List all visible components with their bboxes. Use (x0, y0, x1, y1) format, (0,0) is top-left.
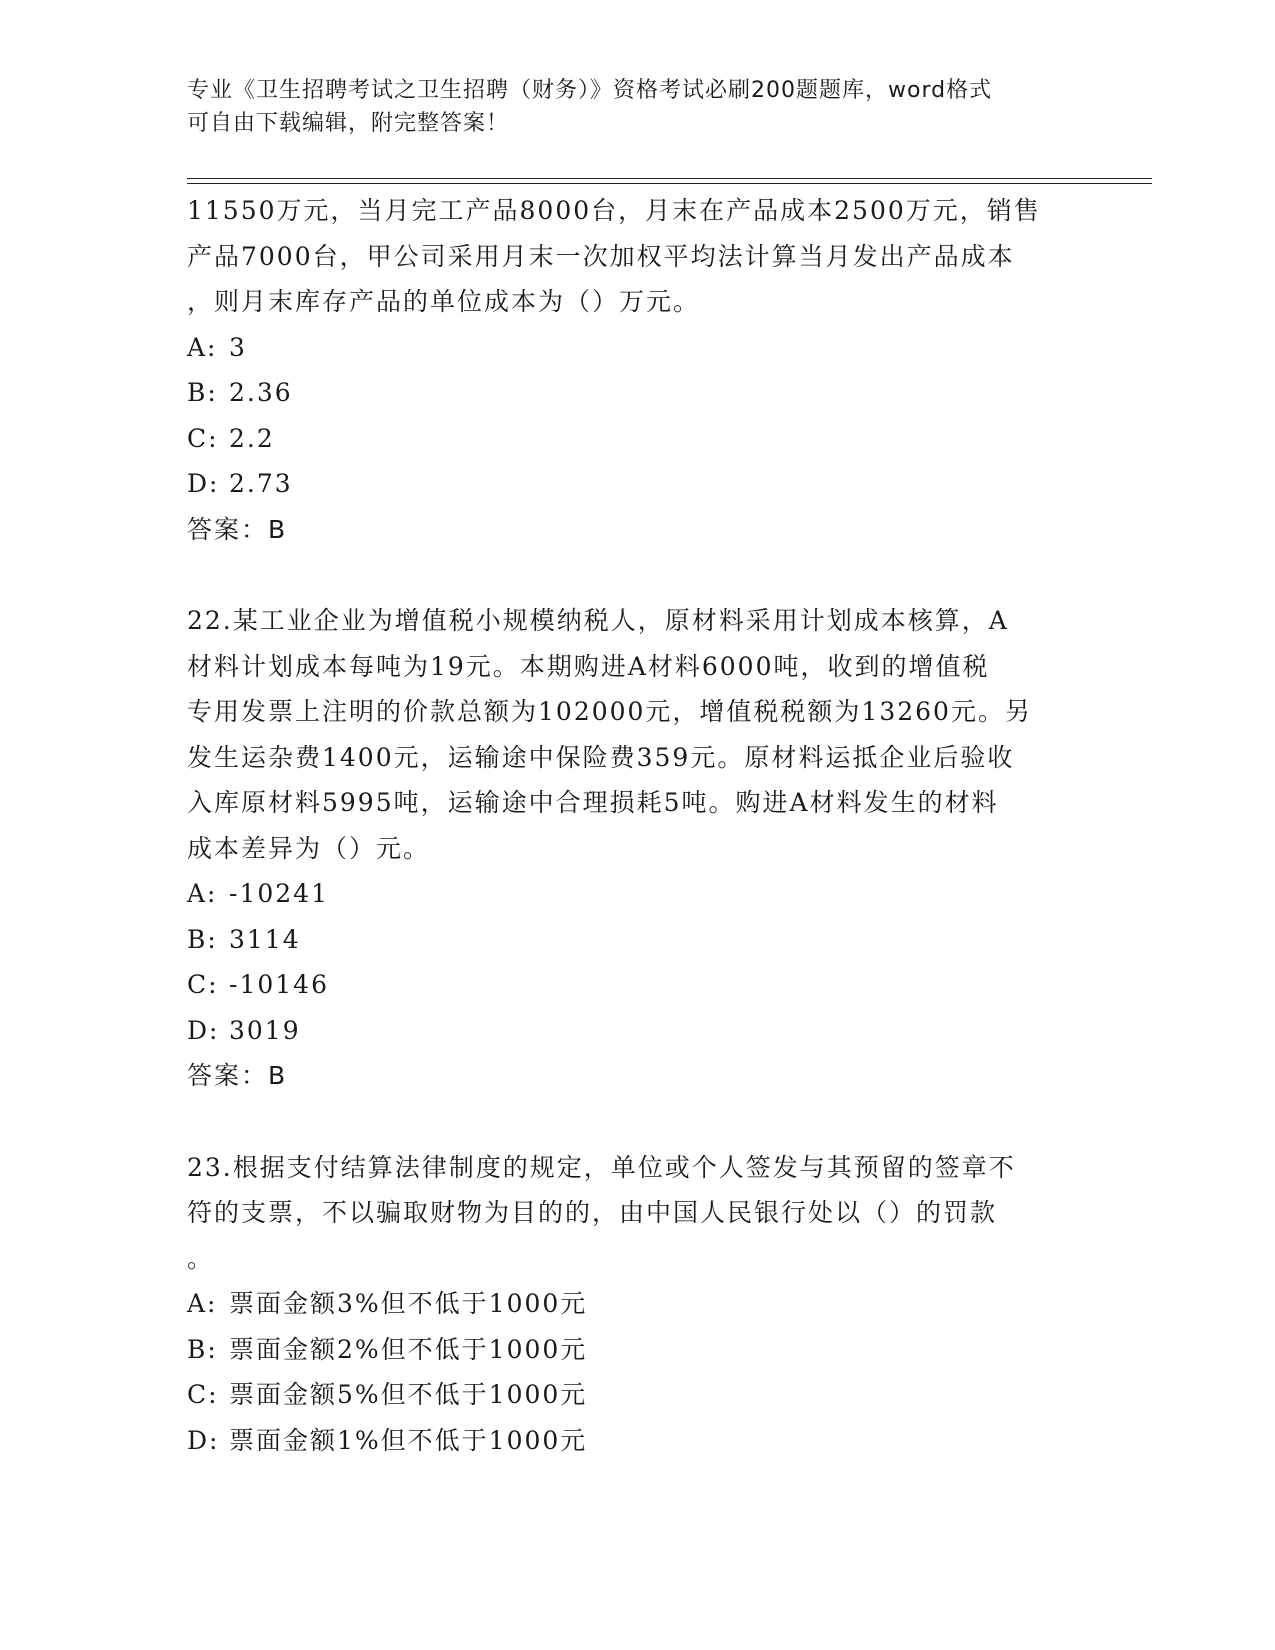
question-stem-line: 。 (187, 1243, 215, 1273)
question-stem-line: 产品7000台，甲公司采用月末一次加权平均法计算当月发出产品成本 (187, 241, 1015, 271)
question-stem-line: 23.根据支付结算法律制度的规定，单位或个人签发与其预留的签章不 (187, 1152, 1016, 1182)
answer-line: 答案：B (187, 1061, 288, 1090)
header-divider (187, 183, 1152, 184)
question-21 (187, 188, 1087, 552)
option-text: 票面金额5%但不低于1000元 (229, 1380, 588, 1409)
option-text: 3 (229, 332, 247, 362)
option-label: A: (187, 332, 218, 362)
question-22 (187, 598, 1087, 1099)
option-b (187, 917, 1087, 963)
option-text: 票面金额3%但不低于1000元 (229, 1289, 588, 1318)
header-divider (187, 178, 1152, 179)
option-label: C: (187, 1380, 219, 1409)
option-d (187, 461, 1087, 507)
option-c (187, 962, 1087, 1008)
option-label: C: (187, 970, 219, 999)
option-c (187, 1372, 1087, 1418)
option-text: 票面金额2%但不低于1000元 (229, 1334, 588, 1364)
option-text: 2.73 (229, 469, 293, 498)
question-stem-line: 入库原材料5995吨，运输途中合理损耗5吨。购进A材料发生的材料 (187, 788, 999, 817)
question-stem-line: 专用发票上注明的价款总额为102000元，增值税税额为13260元。另 (187, 697, 1032, 726)
option-text: 票面金额1%但不低于1000元 (229, 1425, 588, 1455)
option-label: A: (187, 1289, 218, 1318)
header-line-1: 专业《卫生招聘考试之卫生招聘（财务）》资格考试必刷200题题库，word格式 (187, 78, 993, 103)
option-d (187, 1418, 1087, 1464)
option-text: -10241 (229, 879, 329, 908)
header-line-2: 可自由下载编辑，附完整答案！ (187, 111, 510, 136)
option-text: 2.2 (229, 423, 275, 453)
option-label: B: (187, 924, 218, 954)
answer-line: 答案：B (187, 514, 288, 544)
page-header (187, 74, 1067, 140)
option-c (187, 416, 1087, 462)
option-label: C: (187, 423, 219, 453)
option-label: B: (187, 378, 218, 407)
option-b (187, 1327, 1087, 1373)
question-stem-line: ，则月末库存产品的单位成本为（）万元。 (187, 287, 701, 316)
question-stem-line: 符的支票，不以骗取财物为目的的，由中国人民银行处以（）的罚款 (187, 1198, 998, 1227)
option-text: 3019 (229, 1015, 301, 1045)
question-stem-line: 11550万元，当月完工产品8000台，月末在产品成本2500万元，销售 (187, 196, 1041, 225)
question-stem-line: 材料计划成本每吨为19元。本期购进A材料6000吨，收到的增值税 (187, 651, 990, 681)
option-label: A: (187, 879, 218, 908)
option-a (187, 1281, 1087, 1327)
question-stem-line: 22.某工业企业为增值税小规模纳税人，原材料采用计划成本核算，A (187, 606, 1009, 635)
option-text: -10146 (229, 970, 329, 999)
option-d (187, 1008, 1087, 1054)
option-text: 3114 (229, 924, 301, 954)
option-a (187, 871, 1087, 917)
option-label: D: (187, 1015, 220, 1045)
question-stem-line: 成本差异为（）元。 (187, 833, 431, 863)
document-body (187, 188, 1087, 1463)
option-label: D: (187, 1425, 220, 1455)
question-23 (187, 1145, 1087, 1464)
option-text: 2.36 (229, 378, 293, 407)
option-label: D: (187, 469, 220, 498)
option-b (187, 370, 1087, 416)
option-label: B: (187, 1334, 218, 1364)
question-stem-line: 发生运杂费1400元，运输途中保险费359元。原材料运抵企业后验收 (187, 742, 1015, 772)
option-a (187, 325, 1087, 371)
